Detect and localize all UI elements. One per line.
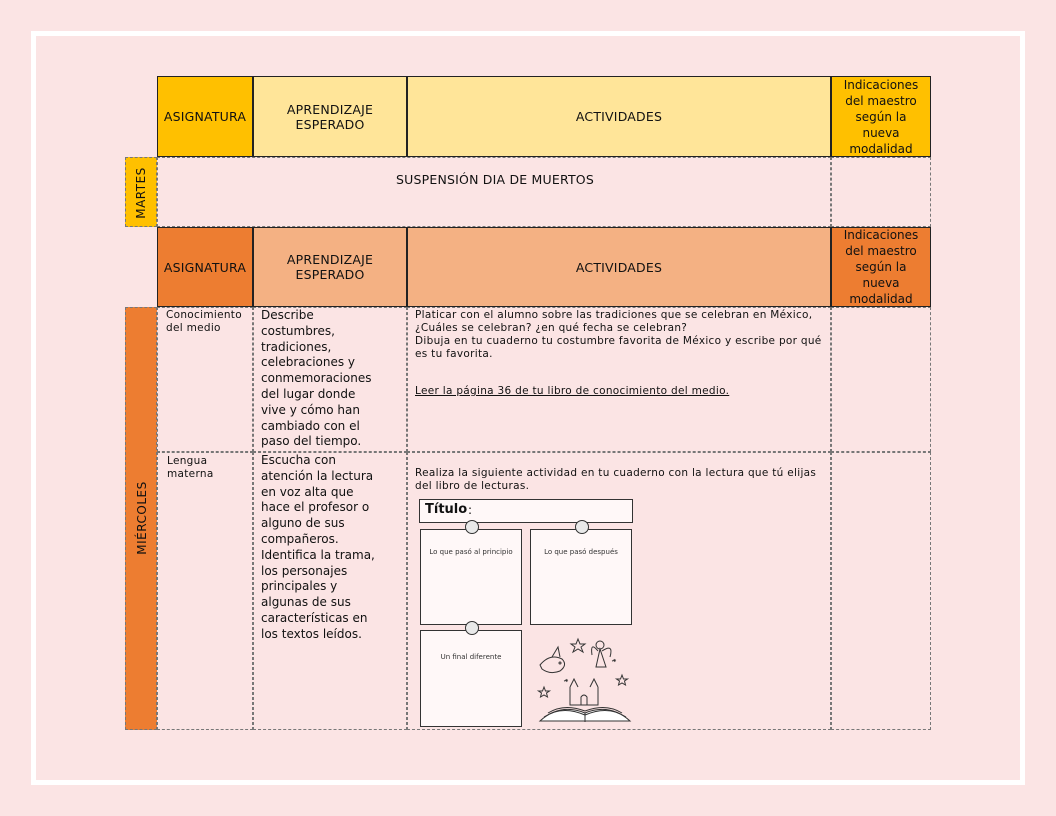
header2-aprendizaje: APRENDIZAJE ESPERADO xyxy=(253,227,407,307)
pushpin-icon xyxy=(575,520,589,534)
row2-subject: Lengua materna xyxy=(157,452,253,730)
martes-suspension-text: SUSPENSIÓN DIA DE MUERTOS xyxy=(396,172,594,187)
row1-learning: Describe costumbres, tradiciones, celebraciones y conmemoraciones del lugar donde vive y cómo han cambiado con el paso del tiempo. xyxy=(253,307,407,452)
note-despues xyxy=(530,529,632,625)
row2-activity xyxy=(407,452,831,730)
martes-indicaciones-cell xyxy=(831,157,931,227)
row1-activity-link[interactable]: Leer la página 36 de tu libro de conocimiento del medio. xyxy=(415,385,730,397)
row1-subject: Conocimiento del medio xyxy=(157,307,253,452)
open-book-fairy-tale-illustration xyxy=(530,625,640,727)
header1-indicaciones: Indicaciones del maestro según la nueva modalidad xyxy=(831,76,931,157)
note-final xyxy=(420,630,522,727)
row2-activity-text: Realiza la siguiente actividad en tu cuaderno con la lectura que tú elijas del libro de lecturas. xyxy=(415,467,817,492)
pushpin-icon xyxy=(465,621,479,635)
worksheet-title-colon: : xyxy=(468,503,473,517)
row1-indicaciones xyxy=(831,307,931,452)
day-text-miercoles: MIÉRCOLES xyxy=(135,481,149,555)
day-label-miercoles xyxy=(125,307,157,730)
day-text-martes: MARTES xyxy=(134,167,148,219)
worksheet-title-box xyxy=(419,499,633,523)
row1-activity xyxy=(407,307,831,452)
note-principio xyxy=(420,529,522,625)
note-final-label: Un final diferente xyxy=(440,653,502,661)
worksheet-title: Título xyxy=(425,502,468,517)
header2-actividades: ACTIVIDADES xyxy=(407,227,831,307)
martes-suspension-cell xyxy=(157,157,831,227)
row1-activity-line-1: Platicar con el alumno sobre las tradiciones que se celebran en México, ¿Cuáles se celebran? ¿en qué fecha se celebran? xyxy=(415,309,813,334)
day-label-martes xyxy=(125,157,157,227)
row2-learning: Escucha con atención la lectura en voz alta que hace el profesor o alguno de sus compañeros. Identifica la trama, los personajes principales y algunas de sus características en los textos leídos. xyxy=(253,452,407,730)
row1-activity-line-2: Dibuja en tu cuaderno tu costumbre favorita de México y escribe por qué es tu favorita. xyxy=(415,335,822,360)
pushpin-icon xyxy=(465,520,479,534)
header1-actividades: ACTIVIDADES xyxy=(407,76,831,157)
header2-asignatura: ASIGNATURA xyxy=(157,227,253,307)
note-despues-label: Lo que pasó después xyxy=(544,548,618,556)
row2-indicaciones xyxy=(831,452,931,730)
header1-asignatura: ASIGNATURA xyxy=(157,76,253,157)
note-principio-label: Lo que pasó al principio xyxy=(429,548,513,556)
header1-aprendizaje: APRENDIZAJE ESPERADO xyxy=(253,76,407,157)
header2-indicaciones: Indicaciones del maestro según la nueva modalidad xyxy=(831,227,931,307)
